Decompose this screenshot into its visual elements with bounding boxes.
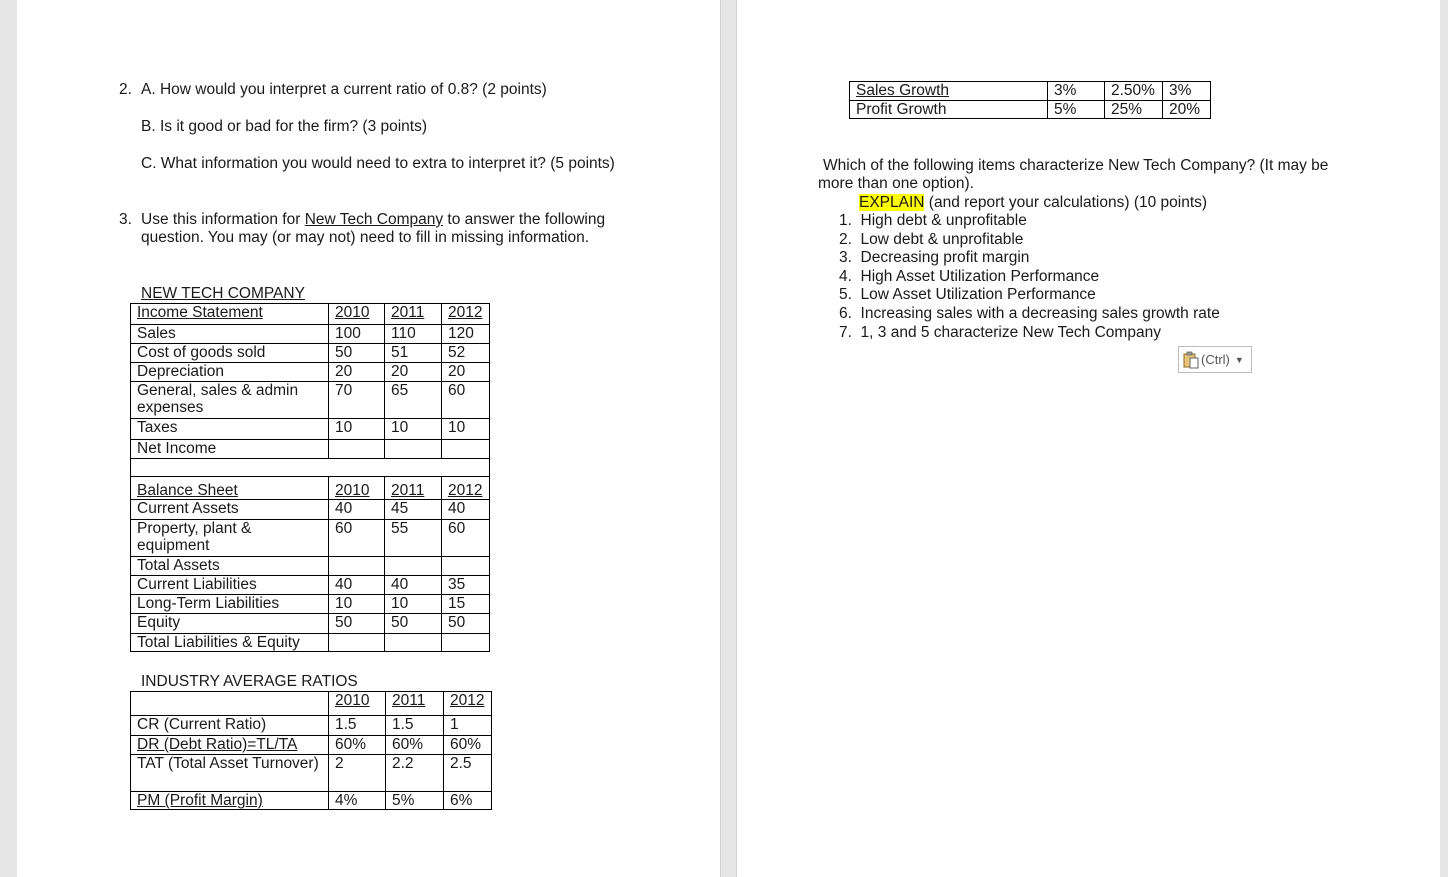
- row-label: Sales Growth: [850, 82, 1048, 101]
- paste-options-label: (Ctrl): [1201, 352, 1230, 367]
- cell-value: 40: [329, 576, 385, 595]
- cell-value: 10: [385, 595, 442, 614]
- table-row: [131, 614, 490, 634]
- cell-value: 60: [442, 382, 490, 419]
- cell-value: [329, 634, 385, 652]
- table-row: [131, 716, 492, 736]
- q3-number: 3.: [119, 211, 132, 228]
- option-item: 4. High Asset Utilization Performance: [839, 268, 1100, 285]
- year-header: 2012: [444, 692, 492, 716]
- cell-value: 60: [442, 520, 490, 557]
- row-label: TAT (Total Asset Turnover): [131, 755, 329, 792]
- row-label: Total Assets: [131, 557, 329, 576]
- row-label: Net Income: [131, 440, 329, 459]
- cell-value: 60%: [329, 736, 386, 755]
- table-row: [131, 500, 490, 520]
- q2-part-b: B. Is it good or bad for the firm? (3 points): [141, 118, 428, 135]
- table-header-row: [131, 304, 490, 325]
- cell-value: 20: [442, 363, 490, 382]
- question-line-2: more than one option).: [818, 175, 974, 192]
- cell-value: 50: [442, 614, 490, 634]
- table-header-label: Balance Sheet: [131, 477, 329, 500]
- question-line-1: Which of the following items characterize New Tech Company? (It may be: [823, 157, 1329, 174]
- table-header-label: [131, 692, 329, 716]
- cell-value: 1.5: [386, 716, 444, 736]
- row-label: General, sales & admin expenses: [131, 382, 329, 419]
- company-link: New Tech Company: [304, 211, 444, 228]
- paste-options-button[interactable]: [1178, 346, 1252, 373]
- cell-value: 15: [442, 595, 490, 614]
- row-label: Long-Term Liabilities: [131, 595, 329, 614]
- cell-value: 4%: [329, 792, 386, 810]
- row-label: Current Assets: [131, 500, 329, 520]
- cell-value: 5%: [386, 792, 444, 810]
- q3-text-end: to answer the following: [443, 211, 606, 228]
- q3-line-2: question. You may (or may not) need to fill in missing information.: [141, 229, 590, 246]
- row-label: Sales: [131, 325, 329, 344]
- table-header-label: Income Statement: [131, 304, 329, 325]
- table-row: [131, 520, 490, 557]
- cell-value: 10: [329, 419, 385, 440]
- row-label: CR (Current Ratio): [131, 716, 329, 736]
- cell-value: 50: [329, 344, 385, 363]
- table-row: [131, 440, 490, 459]
- table-row: [850, 101, 1211, 119]
- table-row: [131, 634, 490, 652]
- cell-value: 60%: [444, 736, 492, 755]
- industry-title: INDUSTRY AVERAGE RATIOS: [141, 673, 358, 690]
- year-header: 2012: [442, 477, 490, 500]
- cell-value: 70: [329, 382, 385, 419]
- cell-value: [385, 440, 442, 459]
- cell-value: 25%: [1105, 101, 1163, 119]
- option-text: Decreasing profit margin: [860, 249, 1030, 266]
- year-header: 2011: [385, 477, 442, 500]
- cell-value: 20: [385, 363, 442, 382]
- cell-value: 110: [385, 325, 442, 344]
- table-row: [131, 755, 492, 792]
- row-label: Profit Growth: [850, 101, 1048, 119]
- table-row: [131, 419, 490, 440]
- year-header: 2010: [329, 304, 385, 325]
- row-label: Current Liabilities: [131, 576, 329, 595]
- option-text: Low debt & unprofitable: [860, 231, 1024, 248]
- option-text: 1, 3 and 5 characterize New Tech Company: [860, 324, 1161, 341]
- cell-value: [385, 634, 442, 652]
- cell-value: 40: [442, 500, 490, 520]
- document-page-right: [736, 0, 1440, 877]
- row-label: Equity: [131, 614, 329, 634]
- table-row: [131, 363, 490, 382]
- option-text: High debt & unprofitable: [860, 212, 1027, 229]
- cell-value: 20%: [1163, 101, 1211, 119]
- cell-value: 60: [329, 520, 385, 557]
- option-text: Increasing sales with a decreasing sales growth rate: [860, 305, 1220, 322]
- industry-ratios-table: [130, 691, 492, 810]
- cell-value: 55: [385, 520, 442, 557]
- row-label: PM (Profit Margin): [131, 792, 329, 810]
- cell-value: 100: [329, 325, 385, 344]
- cell-value: 1: [444, 716, 492, 736]
- explain-text: (and report your calculations) (10 points): [924, 194, 1208, 211]
- cell-value: 10: [329, 595, 385, 614]
- cell-value: 35: [442, 576, 490, 595]
- cell-value: 65: [385, 382, 442, 419]
- cell-value: 5%: [1048, 101, 1105, 119]
- cell-value: [385, 557, 442, 576]
- table-row: [131, 557, 490, 576]
- q3-text: Use this information for: [141, 211, 305, 228]
- table-row: [131, 325, 490, 344]
- cell-value: 3%: [1163, 82, 1211, 101]
- option-text: Low Asset Utilization Performance: [860, 286, 1096, 303]
- cell-value: 2: [329, 755, 386, 792]
- row-label: Depreciation: [131, 363, 329, 382]
- row-label: Total Liabilities & Equity: [131, 634, 329, 652]
- cell-value: 40: [385, 576, 442, 595]
- q3-line-1: [141, 211, 605, 230]
- year-header: 2010: [329, 477, 385, 500]
- cell-value: 50: [329, 614, 385, 634]
- cell-value: 45: [385, 500, 442, 520]
- cell-value: 1.5: [329, 716, 386, 736]
- cell-value: 2.2: [386, 755, 444, 792]
- cell-value: 3%: [1048, 82, 1105, 101]
- spacer-row: [131, 459, 490, 477]
- clipboard-icon: [1183, 351, 1199, 369]
- cell-value: 60%: [386, 736, 444, 755]
- company-title: NEW TECH COMPANY: [141, 285, 305, 302]
- growth-table: [849, 81, 1211, 119]
- table-row: [131, 595, 490, 614]
- option-item: 5. Low Asset Utilization Performance: [839, 286, 1096, 303]
- spacer-cell: [131, 459, 490, 477]
- cell-value: [442, 440, 490, 459]
- year-header: 2011: [385, 304, 442, 325]
- table-row: [850, 82, 1211, 101]
- option-item: 3. Decreasing profit margin: [839, 249, 1030, 266]
- explain-highlight: EXPLAIN: [859, 194, 925, 211]
- row-label: Taxes: [131, 419, 329, 440]
- cell-value: [329, 440, 385, 459]
- cell-value: [329, 557, 385, 576]
- cell-value: [442, 557, 490, 576]
- row-label: DR (Debt Ratio)=TL/TA: [131, 736, 329, 755]
- year-header: 2012: [442, 304, 490, 325]
- q2-part-a: A. How would you interpret a current ratio of 0.8? (2 points): [141, 81, 547, 98]
- year-header: 2011: [386, 692, 444, 716]
- table-row: [131, 736, 492, 755]
- cell-value: 40: [329, 500, 385, 520]
- cell-value: 50: [385, 614, 442, 634]
- cell-value: 51: [385, 344, 442, 363]
- table-header-row: [131, 692, 492, 716]
- option-item: 1. High debt & unprofitable: [839, 212, 1027, 229]
- cell-value: 2.5: [444, 755, 492, 792]
- cell-value: 10: [385, 419, 442, 440]
- chevron-down-icon: ▼: [1234, 354, 1244, 365]
- option-item: 2. Low debt & unprofitable: [839, 231, 1024, 248]
- option-text: High Asset Utilization Performance: [860, 268, 1100, 285]
- cell-value: 10: [442, 419, 490, 440]
- q2-part-c: C. What information you would need to extra to interpret it? (5 points): [141, 155, 615, 172]
- option-item: 7. 1, 3 and 5 characterize New Tech Company: [839, 324, 1161, 341]
- table-row: [131, 576, 490, 595]
- table-row: [131, 344, 490, 363]
- row-label: Cost of goods sold: [131, 344, 329, 363]
- table-row: [131, 382, 490, 419]
- income-statement-table: [130, 303, 490, 652]
- cell-value: 2.50%: [1105, 82, 1163, 101]
- explain-line: [859, 194, 1207, 213]
- cell-value: [442, 634, 490, 652]
- cell-value: 20: [329, 363, 385, 382]
- cell-value: 52: [442, 344, 490, 363]
- cell-value: 6%: [444, 792, 492, 810]
- option-item: 6. Increasing sales with a decreasing sales growth rate: [839, 305, 1220, 322]
- table-row: [131, 792, 492, 810]
- row-label: Property, plant & equipment: [131, 520, 329, 557]
- table-header-row: [131, 477, 490, 500]
- year-header: 2010: [329, 692, 386, 716]
- cell-value: 120: [442, 325, 490, 344]
- q2-number: 2.: [119, 81, 132, 98]
